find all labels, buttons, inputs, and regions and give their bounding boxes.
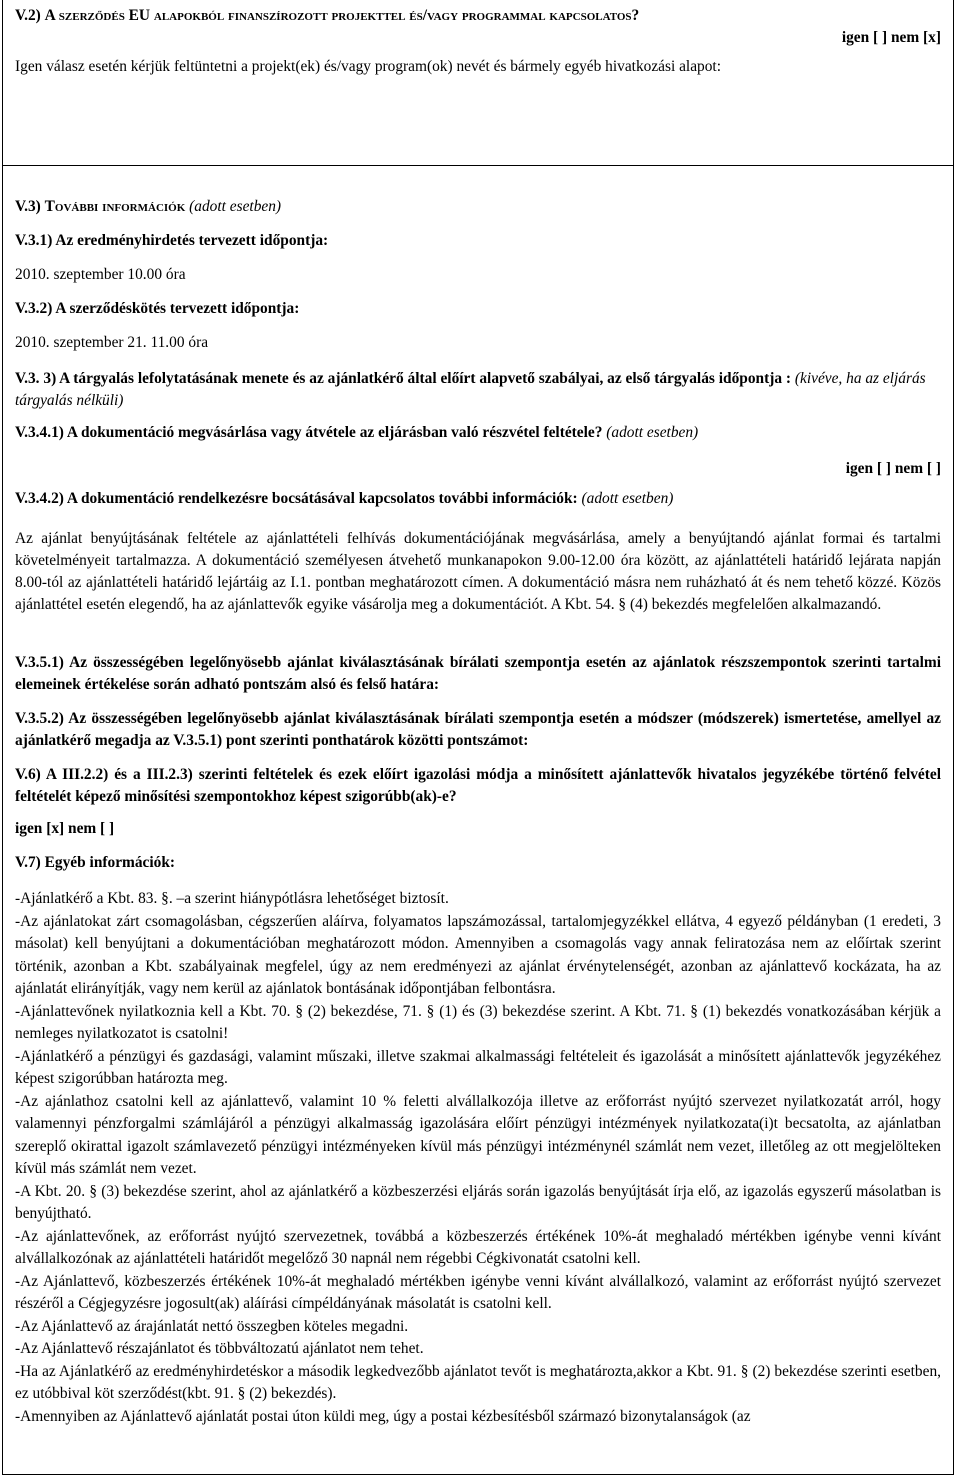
v2-note: Igen válasz esetén kérjük feltüntetni a projekt(ek) és/vagy program(ok) nevét és bármely egyéb hivatkozási alapot: [15, 58, 721, 75]
v7-item: -Ajánlatkérő a pénzügyi és gazdasági, valamint műszaki, illetve szakmai alkalmassági feltételeit és igazolását a minősített ajánlattevők jegyzékéhez képest szigorúbban határozta meg. [15, 1047, 941, 1087]
v7-item: -Az ajánlathoz csatolni kell az ajánlattevő, valamint 10 % feletti alvállalkozója illetve az erőforrást nyújtó szervezet nyilatkozatát arról, hogy valamennyi pénzforgalmi számlájáról a pénzügyi alkalmasság igazolására előírt pénzügyi intézmények nyilatkozata(i)t becsatolta, az ajánlatban szereplő okirattal igazolt számlavezető pénzügyi intézményeken kívül más pénzügyi intézménynél számlát nem vezet, illetőleg az ott megjelölteken kívül más számlát nem vezet. [15, 1092, 941, 1177]
v2-heading-text: A szerződés EU alapokból finanszírozott projekttel és/vagy programmal kapcsolatos? [44, 7, 640, 24]
v32-label: V.3.2) A szerződéskötés tervezett időpontja: [15, 300, 300, 317]
v352-label: V.3.5.2) Az összességében legelőnyösebb ajánlat kiválasztásának bírálati szempontja esetén a módszer (módszerek) ismertetése, amellyel az ajánlatkérő megadja az V.3.5.1) pont szerinti ponthatárok közötti pontszámot: [15, 710, 941, 749]
v6-answer: igen [x] nem [ ] [15, 820, 115, 837]
v31-value: 2010. szeptember 10.00 óra [15, 266, 186, 283]
v7-item: -Ajánlatkérő a Kbt. 83. §. –a szerint hiánypótlásra lehetőséget biztosít. [15, 890, 449, 907]
section-v2-box [2, 0, 954, 166]
v2-heading-num: V.2) [15, 7, 41, 24]
v7-item: -Ha az Ajánlatkérő az eredményhirdetéskor a második legkedvezőbb ajánlatot tevőt is meghatározta,akkor a Kbt. 91. § (2) bekezdése szerinti esetben, ez utóbbival köt szerződést(kbt. 91. § (2) bekezdés). [15, 1362, 941, 1402]
document-page [2, 0, 956, 1470]
v342-note: (adott esetben) [581, 490, 674, 507]
v341-label: V.3.4.1) A dokumentáció megvásárlása vagy átvétele az eljárásban való részvétel feltétele? [15, 424, 603, 441]
v7-item: -Ajánlattevőnek nyilatkoznia kell a Kbt. 70. § (2) bekezdése, 71. § (1) és (3) bekezdése szerint. A Kbt. 71. § (1) bekezdés vonatkozásában kérjük a nemleges nyilatkozatot is csatolni! [15, 1002, 941, 1042]
v7-item: -Az ajánlatokat zárt csomagolásban, cégszerűen aláírva, folyamatos lapszámozással, tartalomjegyzékkel ellátva, 4 egyező példányban (1 eredeti, 3 másolat) kell benyújtani a dokumentációban meghatározott módon. Amennyiben a csomagolás vagy annak feliratozása nem az előírtak szerint történik, azonban a Kbt. szabályainak megfelel, úgy az nem eredményezi az ajánlat érvénytelenségét, azonban az ajánlattevő kockázata, ha az ajánlatát elirányítják, vagy nem kerül az ajánlatok bontásának időpontjában felbontásra. [15, 912, 941, 997]
v2-heading [15, 5, 941, 27]
v31-label: V.3.1) Az eredményhirdetés tervezett időpontja: [15, 232, 329, 249]
v7-items [15, 888, 941, 1428]
section-v3-box [2, 165, 954, 1475]
v32-value: 2010. szeptember 21. 11.00 óra [15, 334, 209, 351]
v6-label: V.6) A III.2.2) és a III.2.3) szerinti feltételek és ezek előírt igazolási módja a minősített ajánlattevők hivatalos jegyzékébe történő felvétel feltételét képező minősítési szempontokhoz képest szigorúbb(ak)-e? [15, 766, 941, 805]
v33-note: (kivéve, ha az eljárás tárgyalás nélküli) [15, 370, 926, 409]
v7-item: -Az Ajánlattevő részajánlatot és többváltozatú ajánlatot nem tehet. [15, 1340, 424, 1357]
v3-heading-note: (adott esetben) [189, 198, 282, 215]
v7-item: -Amennyiben az Ajánlattevő ajánlatát postai úton küldi meg, úgy a postai kézbesítésből származó bizonytalanságok (az [15, 1407, 751, 1425]
v7-label: V.7) Egyéb információk: [15, 854, 176, 871]
v7-item: -Az ajánlattevőnek, az erőforrást nyújtó szervezetnek, továbbá a közbeszerzés értékének 10%-át meghaladó mértékben igénybe venni kívánt alvállalkozónak az ajánlattételi határidőt megelőző 30 napnál nem régebbi Cégkivonatát csatolni kell. [15, 1227, 941, 1267]
v341-note: (adott esetben) [606, 424, 699, 441]
v33-block [15, 368, 941, 412]
v2-answer: igen [ ] nem [x] [841, 29, 941, 46]
v33-label: V.3. 3) A tárgyalás lefolytatásának menete és az ajánlatkérő által előírt alapvető szabályai, az első tárgyalás időpontja : [15, 370, 792, 387]
v351-label: V.3.5.1) Az összességében legelőnyösebb ajánlat kiválasztásának bírálati szempontja esetén az ajánlatok részszempontok szerinti tartalmi elemeinek értékelése során adható pontszám alsó és felső határa: [15, 654, 941, 693]
v7-item: -Az Ajánlattevő az árajánlatát nettó összegben köteles megadni. [15, 1317, 409, 1335]
v3-heading-text: További információk [44, 198, 186, 215]
v7-item: -A Kbt. 20. § (3) bekezdése szerint, ahol az ajánlatkérő a közbeszerzési eljárás során igazolás benyújtását írja elő, az igazolás egyszerű másolatban is benyújtható. [15, 1182, 941, 1222]
v342-block [15, 488, 941, 510]
v3-heading-num: V.3) [15, 198, 41, 215]
v3-heading [15, 196, 941, 218]
v342-label: V.3.4.2) A dokumentáció rendelkezésre bocsátásával kapcsolatos további információk: [15, 490, 578, 507]
v342-text: Az ajánlat benyújtásának feltétele az ajánlattételi felhívás dokumentációjának megvásárlása, amely a benyújtandó ajánlat formai és tartalmi követelményeit tartalmazza. A dokumentáció személyesen átvehető munkanapokon 9.00-12.00 óra között, az ajánlattételi határidő lejárata napján 8.00-tól az ajánlattételi határidő lejártáig az I.1. pontban meghatározott címen. A dokumentáció másra nem ruházható át és nem tehető közzé. Közös ajánlattétel esetén elegendő, ha az ajánlattevők egyike vásárolja meg a dokumentációt. A Kbt. 54. § (4) bekezdés megfelelően alkalmazandó. [15, 530, 941, 613]
v341-answer: igen [ ] nem [ ] [845, 460, 941, 477]
v7-item: -Az Ajánlattevő, közbeszerzés értékének 10%-át meghaladó mértékben igénybe venni kívánt alvállalkozó, valamint az erőforrást nyújtó szervezet részéről a Cégjegyzésre jogosult(ak) aláírási címpéldányának másolatát is csatolni kell. [15, 1272, 941, 1312]
v341-block [15, 422, 941, 444]
